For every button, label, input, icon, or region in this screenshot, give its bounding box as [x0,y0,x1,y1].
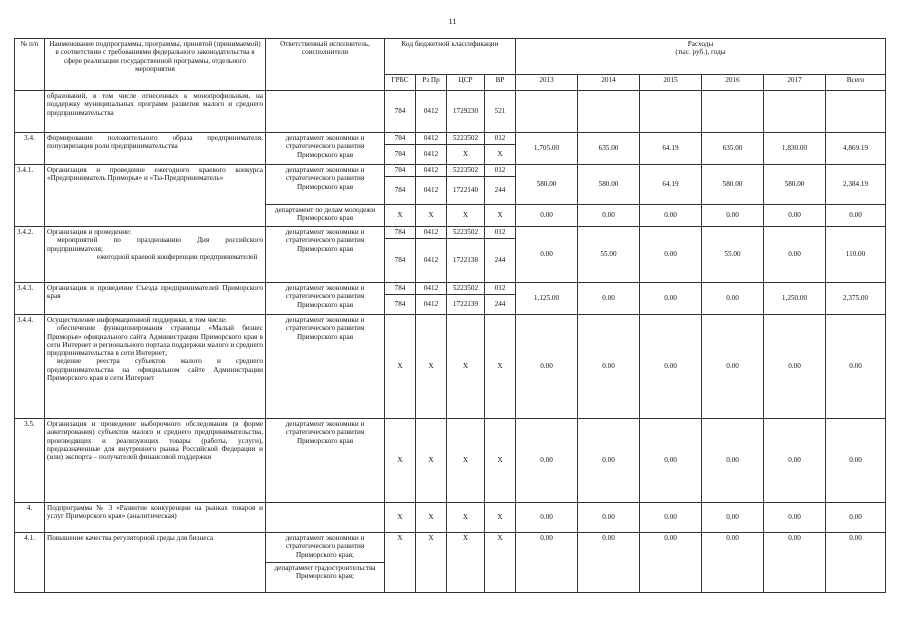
row-num: 3.4.3. [15,283,45,315]
row-name: Организация и проведение ежегодного краевого конкурса «Предприниматель Приморья» и «Ты-Предприниматель» [45,165,266,227]
header-year: 2015 [640,75,702,91]
cell-rzpr: 0412 [416,239,447,283]
cell-grbs: X [385,315,416,419]
cell-2014: 0.00 [578,419,640,503]
table-row [15,283,886,295]
cell-grbs: 784 [385,133,416,145]
cell-vr: X [485,503,516,533]
cell-csr: 1722138 [447,239,485,283]
cell-csr: 5223502 [447,133,485,145]
cell-csr: 5223502 [447,227,485,239]
cell-rzpr: X [416,315,447,419]
cell-csr: X [447,503,485,533]
row-executor: департамент экономики и стратегического развития Приморского края; [266,533,385,563]
table-row [15,419,886,503]
row-name [45,315,266,419]
cell-total: 110.00 [826,227,886,283]
cell-grbs: 784 [385,145,416,165]
row-executor: департамент экономики и стратегического развития Приморского края [266,165,385,205]
cell-2013: 580.00 [516,165,578,205]
cell-csr: 5223502 [447,283,485,295]
cell-2014: 0.00 [578,283,640,315]
row-name-line: ежегодной краевой конференции предпринимателей [97,252,258,261]
cell-grbs: 784 [385,177,416,205]
header-expenses: Расходы (тыс. руб.), годы [516,39,886,75]
row-num: 3.4.4. [15,315,45,419]
cell-2014: 635.00 [578,133,640,165]
cell-grbs: 784 [385,91,416,133]
cell-rzpr: 0412 [416,91,447,133]
header-executor: Ответственный исполнитель, соисполнители [266,39,385,91]
cell-total: 0.00 [826,205,886,227]
row-executor: департамент по делам молодежи Приморского края [266,205,385,227]
cell-2013: 0.00 [516,227,578,283]
cell-2015: 64.19 [640,165,702,205]
cell-rzpr: X [416,205,447,227]
table-row [15,503,886,533]
row-name-line: ведение реестра субъектов малого и среднего предпринимательства на официальном сайте Администрации Приморского края в сети Интернет [47,357,263,382]
row-num: 4. [15,503,45,533]
row-name: Формирование положительного образа предпринимателя, популяризация роли предпринимательства [45,133,266,165]
cell-rzpr: 0412 [416,165,447,177]
row-num: 3.4.2. [15,227,45,283]
cell-csr: X [447,145,485,165]
cell-2013: 0.00 [516,533,578,593]
cell-vr: 244 [485,177,516,205]
cell-2014: 0.00 [578,205,640,227]
row-name-line: Осуществление информационной поддержки, в том числе: [47,316,227,324]
cell-total: 0.00 [826,419,886,503]
cell-rzpr: 0412 [416,283,447,295]
row-executor: департамент экономики и стратегического развития Приморского края [266,283,385,315]
cell-2014: 55.00 [578,227,640,283]
row-num: 3.5. [15,419,45,503]
cell-csr: X [447,205,485,227]
cell-grbs: X [385,205,416,227]
cell-rzpr: 0412 [416,133,447,145]
cell-total: 2,375.00 [826,283,886,315]
cell-2016: 55.00 [702,227,764,283]
cell-grbs: 784 [385,165,416,177]
header-num: № п/п [15,39,45,91]
header-total: Всего [826,75,886,91]
row-name: Организация и проведение выборочного обследования (в форме анкетирования) субъектов малого и среднего предпринимательства, производящих и реализующих товары (работы, услуги), предназначенные для внутреннего рынка Российской Федерации и (или) экспорта – получателей финансовой поддержки [45,419,266,503]
cell-grbs: 784 [385,239,416,283]
cell-2014: 0.00 [578,533,640,593]
cell-2015: 0.00 [640,283,702,315]
cell-total: 0.00 [826,533,886,593]
cell-total: 0.00 [826,503,886,533]
row-num: 3.4.1. [15,165,45,227]
cell-vr: 012 [485,283,516,295]
cell-rzpr: 0412 [416,145,447,165]
cell-total: 2,384.19 [826,165,886,205]
cell-2017: 0.00 [764,227,826,283]
table-row [15,165,886,177]
row-name: Организация и проведение Съезда предпринимателей Приморского края [45,283,266,315]
cell-2013: 1,705.00 [516,133,578,165]
cell-rzpr: 0412 [416,227,447,239]
row-name: Повышение качества регуляторной среды для бизнеса [45,533,266,593]
header-grbs: ГРБС [385,75,416,91]
row-num: 4.1. [15,533,45,593]
row-name-line: Организация и проведение: [47,228,132,236]
cell-vr: 012 [485,165,516,177]
cell-grbs: 784 [385,227,416,239]
header-year: 2014 [578,75,640,91]
row-name-line: обеспечение функционирования страницы «Малый бизнес Приморья» официального сайта Администрации Приморского края в сети Интернет и регионального портала поддержки малого и среднего предпринимательства в сети Интернет; [47,324,263,358]
header-row [15,39,886,75]
row-name: образований, в том числе отнесенных к монопрофильным, на поддержку муниципальных программ развития малого и среднего предпринимательства [45,91,266,133]
cell-total: 4,869.19 [826,133,886,165]
cell-rzpr: X [416,533,447,593]
cell-2013: 0.00 [516,205,578,227]
cell-vr: X [485,205,516,227]
row-executor: департамент экономики и стратегического развития Приморского края [266,133,385,165]
cell-2016: 0.00 [702,503,764,533]
cell-grbs: 784 [385,295,416,315]
header-budget-code: Код бюджетной классификации [385,39,516,75]
cell-2014: 0.00 [578,315,640,419]
cell-grbs: 784 [385,283,416,295]
cell-2015: 0.00 [640,533,702,593]
cell-2014: 0.00 [578,503,640,533]
cell-2015: 0.00 [640,419,702,503]
cell-2017: 1,250.00 [764,283,826,315]
cell-rzpr: 0412 [416,295,447,315]
header-vr: ВР [485,75,516,91]
header-name: Наименование подпрограммы, программы, принятой (принимаемой) в соответствии с требованиями федерального законодательства в сфере реализации государственной программы, отдельного мероприятия [45,39,266,91]
row-num: 3.4. [15,133,45,165]
cell-2016: 635.00 [702,133,764,165]
cell-rzpr: X [416,503,447,533]
cell-csr: 1729230 [447,91,485,133]
header-year: 2013 [516,75,578,91]
cell-csr: 1722140 [447,177,485,205]
cell-2015: 0.00 [640,205,702,227]
table-row [15,133,886,145]
cell-2013: 0.00 [516,315,578,419]
cell-grbs: X [385,533,416,593]
cell-csr: X [447,419,485,503]
header-year: 2016 [702,75,764,91]
budget-table [14,38,886,593]
row-executor: департамент экономики и стратегического развития Приморского края [266,227,385,283]
cell-csr: 5223502 [447,165,485,177]
cell-vr: 012 [485,227,516,239]
cell-2016: 0.00 [702,283,764,315]
cell-2017: 580.00 [764,165,826,205]
row-name [45,227,266,283]
row-executor: департамент экономики и стратегического развития Приморского края [266,315,385,419]
cell-vr: X [485,533,516,593]
row-executor: департамент экономики и стратегического развития Приморского края [266,419,385,503]
table-row [15,315,886,419]
table-row [15,533,886,563]
header-csr: ЦСР [447,75,485,91]
cell-2013: 1,125.00 [516,283,578,315]
cell-vr: X [485,419,516,503]
row-name-line: мероприятий по празднованию Дня российского предпринимателя; [47,236,263,253]
cell-vr: 012 [485,133,516,145]
cell-2017: 0.00 [764,205,826,227]
cell-2013: 0.00 [516,419,578,503]
cell-grbs: X [385,419,416,503]
cell-csr: 1722139 [447,295,485,315]
cell-vr: X [485,315,516,419]
cell-grbs: X [385,503,416,533]
cell-2014: 580.00 [578,165,640,205]
cell-rzpr: 0412 [416,177,447,205]
cell-2013: 0.00 [516,503,578,533]
cell-2017: 0.00 [764,315,826,419]
cell-2017: 0.00 [764,533,826,593]
cell-2015: 0.00 [640,503,702,533]
table-row [15,91,886,133]
cell-vr: 244 [485,239,516,283]
header-rzpr: Рз Пр [416,75,447,91]
cell-2015: 0.00 [640,315,702,419]
row-name: Подпрограмма № 3 «Развитие конкуренции на рынках товаров и услуг Приморского края» (аналитическая) [45,503,266,533]
cell-2017: 1,830.00 [764,133,826,165]
row-executor: департамент градостроительства Приморского края; [266,563,385,593]
cell-2015: 0.00 [640,227,702,283]
cell-2017: 0.00 [764,419,826,503]
cell-2016: 580.00 [702,165,764,205]
table-row [15,227,886,239]
cell-2015: 64.19 [640,133,702,165]
cell-2017: 0.00 [764,503,826,533]
cell-2016: 0.00 [702,205,764,227]
page-number: 11 [448,17,457,26]
cell-vr: 521 [485,91,516,133]
cell-2016: 0.00 [702,315,764,419]
cell-vr: 244 [485,295,516,315]
cell-2016: 0.00 [702,419,764,503]
cell-csr: X [447,315,485,419]
cell-total: 0.00 [826,315,886,419]
cell-2016: 0.00 [702,533,764,593]
cell-vr: X [485,145,516,165]
header-year: 2017 [764,75,826,91]
cell-csr: X [447,533,485,593]
cell-rzpr: X [416,419,447,503]
